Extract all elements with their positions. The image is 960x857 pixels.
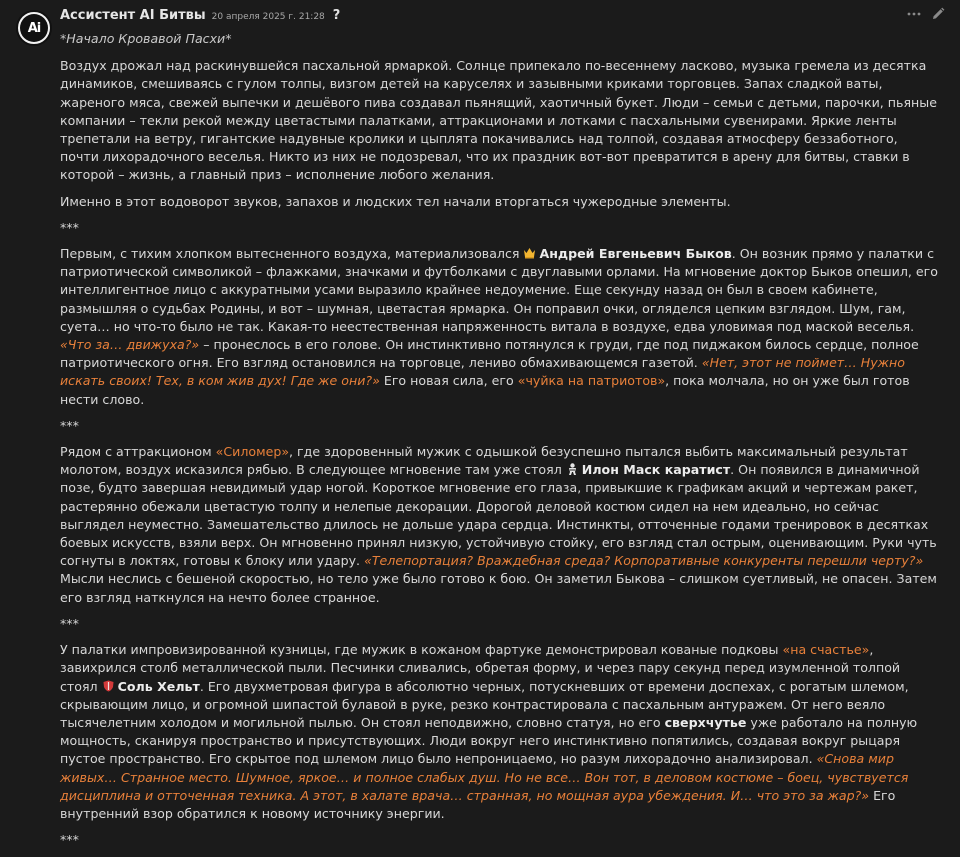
text-span: , пока молчала, но он уже был готов нести слово.: [60, 373, 910, 407]
separator: ***: [60, 417, 79, 433]
text-span: Его внутренний взор обратился к новому источнику энергии.: [60, 787, 896, 821]
text-span: Первым, с тихим хлопком вытесненного воздуха, материализовался: [60, 246, 524, 262]
character-name-sol-helt: Соль Хельт: [117, 678, 200, 694]
separator: ***: [60, 219, 79, 235]
author-name[interactable]: Ассистент AI Битвы: [60, 8, 206, 23]
text-span: Мысли неслись с бешеной скоростью, но тело уже было готово к бою. Он заметил Быкова – слишком суетливый, не опасен. Затем его взгляд наткнулся на нечто более странное.: [60, 571, 937, 605]
message-timestamp[interactable]: 20 апреля 2025 г. 21:28: [211, 12, 325, 22]
quote-luck: «на счастье»: [782, 642, 870, 658]
paragraph-intro: Воздух дрожал над раскинувшейся пасхальной ярмаркой. Солнце припекало по-весеннему ласково, музыка гремела из десятка динамиков, смешиваясь с гулом толпы, визгом детей на каруселях и зазывными криками торговцев. Запах сладкой ваты, жареного мяса, свежей выпечки и дешёвого пива создавал пьянящий, хаотичный букет. Люди – семьи с детьми, парочки, пьяные компании – текли рекой между цветастыми палатками, аттракционами и лотками с пасхальными сувенирами. Яркие ленты трепетали на ветру, гигантские надувные кролики и цыплята покачивались над толпой, создавая атмосферу беззаботного, почти лихорадочного веселья. Никто из них не подозревал, что их праздник вот-вот превратится в арену для битвы, ставки в которой – жизнь, а главный приз – исполнение любого желания.: [60, 58, 937, 183]
attraction-name: «Силомер»: [215, 444, 290, 460]
thought-quote: «Телепортация? Враждебная среда? Корпоративные конкуренты перешли черту?»: [364, 553, 924, 569]
text-span: , завихрился столб металлической пыли. Песчинки сливались, обретая форму, и через пару секунд перед изумленной толпой стоял: [60, 642, 901, 694]
karate-figure-icon: [566, 463, 579, 475]
text-span: . Он возник прямо у палатки с патриотической символикой – флажками, значками и футболками с двуглавыми орлами. На мгновение доктор Быков опешил, его интеллигентное лицо с аккуратными усами выразило крайнее недоумение. Еще секунду назад он был в своем кабинете, размышляя о судьбах Родины, и вот – шумная, цветастая ярмарка. Он поправил очки, огляделся цепким взглядом. Шум, гам, суета… но что-то было не так. Какая-то неестественная напряженность витала в воздухе, едва уловимая под маской веселья.: [60, 246, 938, 334]
more-options-icon[interactable]: [906, 6, 922, 22]
avatar-text: Ai: [27, 20, 41, 36]
avatar[interactable]: [16, 10, 52, 46]
text-span: . Он появился в динамичной позе, будто завершая невидимый удар ногой. Короткое мгновение его глаза, привыкшие к графикам акций и чертежам ракет, растерянно обежали цветастую толпу и нелепые декорации. Дорогой деловой костюм сидел на нем идеально, но сейчас выглядел неуместно. Замешательство длилось не дольше удара сердца. Инстинкты, отточенные годами тренировок в десятках боевых искусств, взяли верх. Он мгновенно принял низкую, устойчивую стойку, его взгляд стал острым, оценивающим. Руки чуть согнуты в локтях, готовы к блоку или удару.: [60, 462, 937, 569]
separator: ***: [60, 615, 79, 631]
text-span: Рядом с аттракционом: [60, 444, 216, 460]
paragraph-bykov: [60, 245, 938, 409]
thought-quote: «Нет, этот не поймет… Нужно искать своих! Тех, в ком жив дух! Где же они?»: [60, 355, 905, 389]
character-name-bykov: Андрей Евгеньевич Быков: [539, 246, 732, 262]
character-name-musk: Илон Маск каратист: [581, 462, 731, 478]
paragraph-musk: [60, 443, 938, 607]
text-span: . Его двухметровая фигура в абсолютно черных, потускневших от времени доспехах, с рогатым шлемом, скрывающим лицо, и огромной шипастой булавой в руке, резко контрастировала с пасхальным антуражем. От него веяло тысячелетним холодом и могильной пылью. Он стоял неподвижно, словно статуя, но его: [60, 678, 909, 730]
message-header: [60, 8, 340, 28]
edit-pencil-icon[interactable]: [930, 6, 946, 22]
paragraph-intrusion: Именно в этот водоворот звуков, запахов и людских тел начали вторгаться чужеродные элементы.: [60, 193, 731, 209]
text-span: – пронеслось в его голове. Он инстинктивно потянулся к груди, где под пиджаком билось сердце, полное патриотического огня. Его взгляд остановился на торговце, лениво обмахивающемся газетой.: [60, 337, 919, 371]
story-subtitle: *Начало Кровавой Пасхи*: [60, 31, 232, 46]
text-span: У палатки импровизированной кузницы, где мужик в кожаном фартуке демонстрировал кованые подковы: [60, 642, 783, 658]
shield-icon: [102, 680, 115, 692]
paragraph-sol-helt: [60, 641, 938, 823]
ability-name: «чуйка на патриотов»: [517, 373, 666, 389]
separator: ***: [60, 832, 79, 848]
help-icon[interactable]: ?: [332, 8, 341, 23]
thought-quote: «Снова мир живых… Странное место. Шумное, яркое… и полное слабых душ. Но не все… Вон тот, в деловом костюме – боец, чувствуется дисциплина и отточенная техника. А этот, в халате врача… странная, но мощная аура убеждения. И… что это за жар?»: [60, 751, 909, 803]
thought-quote: «Что за… движуха?»: [60, 337, 200, 353]
crown-icon: [523, 247, 536, 259]
avatar-logo: [20, 14, 48, 42]
text-span: Его новая сила, его: [379, 373, 518, 389]
message-actions: [906, 6, 946, 22]
text-span: уже работало на полную мощность, сканируя пространство и присутствующих. Люди вокруг него инстинктивно попятились, создавая вокруг рыцаря пустое пространство. Его скрытое под шлемом лицо было непроницаемо, но разум лихорадочно анализировал.: [60, 714, 918, 767]
ability-name: сверхчутье: [664, 714, 747, 730]
text-span: , где здоровенный мужик с одышкой безуспешно пытался выбить максимальный результат молотом, воздух исказился рябью. В следующее мгновение там уже стоял: [60, 444, 908, 478]
message-content: [60, 30, 938, 857]
